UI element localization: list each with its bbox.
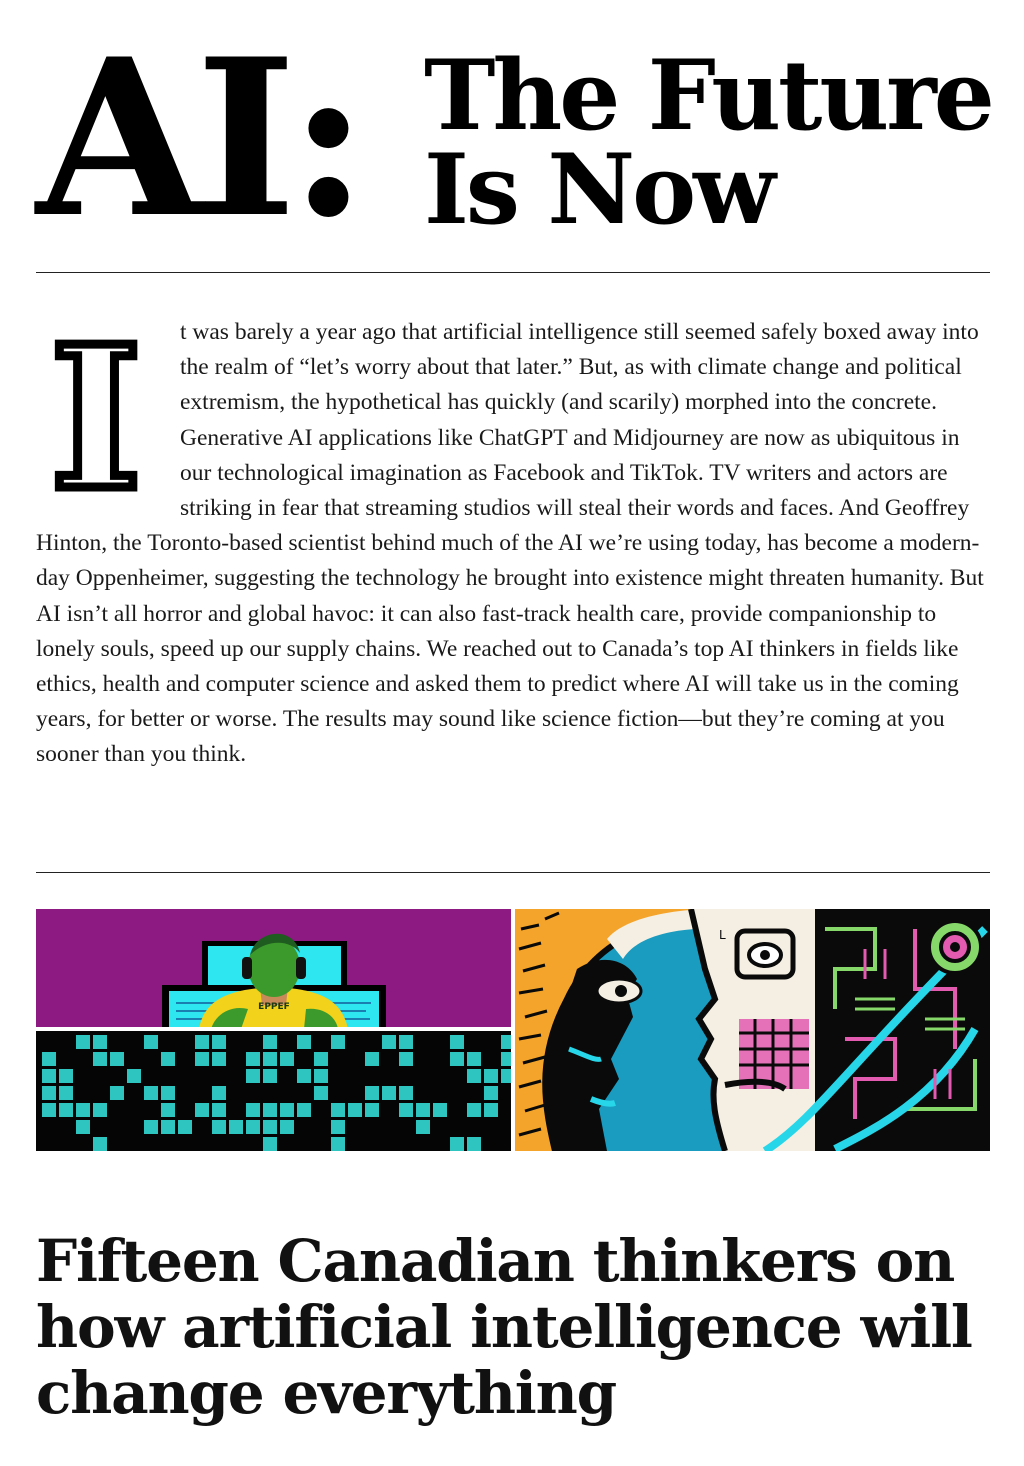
ai-faces-illustration	[515, 909, 990, 1151]
page-title-line-1: The Future	[424, 39, 992, 152]
masthead	[36, 0, 990, 272]
article-subheadline: Fifteen Canadian thinkers on how artificial intelligence will change everything	[36, 1227, 972, 1427]
masthead-ai-label: AI:	[36, 11, 361, 265]
intro-paragraph	[36, 315, 992, 773]
intro-body-text: t was barely a year ago that artificial intelligence still seemed safely boxed away into the realm of “let’s worry about that later.” But, as with climate change and political extremism, the hypothetical has quickly (and scarily) morphed into the concrete. Generative AI applications like ChatGPT and Midjourney are now as ubiquitous in our technological imagination as Facebook and TikTok. TV writers and actors are striking in fear that streaming studios will steal their words and faces. And Geoffrey Hinton, the Toronto-based scientist behind much of the AI we’re using today, has become a modern-day Oppenheimer, suggesting the technology he brought into existence might threaten humanity. But AI isn’t all horror and global havoc: it can also fast-track health care, provide companionship to lonely souls, speed up our supply chains. We reached out to Canada’s top AI thinkers in fields like ethics, health and computer science and asked them to predict where AI will take us in the coming years, for better or worse. The results may sound like science fiction—but they’re coming at you sooner than you think.	[36, 319, 984, 768]
top-divider	[36, 272, 990, 273]
bottom-divider	[36, 872, 990, 873]
svg-text:I: I	[50, 339, 142, 497]
svg-text:EPPEF: EPPEF	[258, 1002, 290, 1012]
svg-text:L: L	[719, 928, 726, 942]
coder-illustration	[36, 909, 511, 1151]
page-title-line-2: Is Now	[424, 133, 773, 246]
drop-cap	[36, 339, 156, 497]
